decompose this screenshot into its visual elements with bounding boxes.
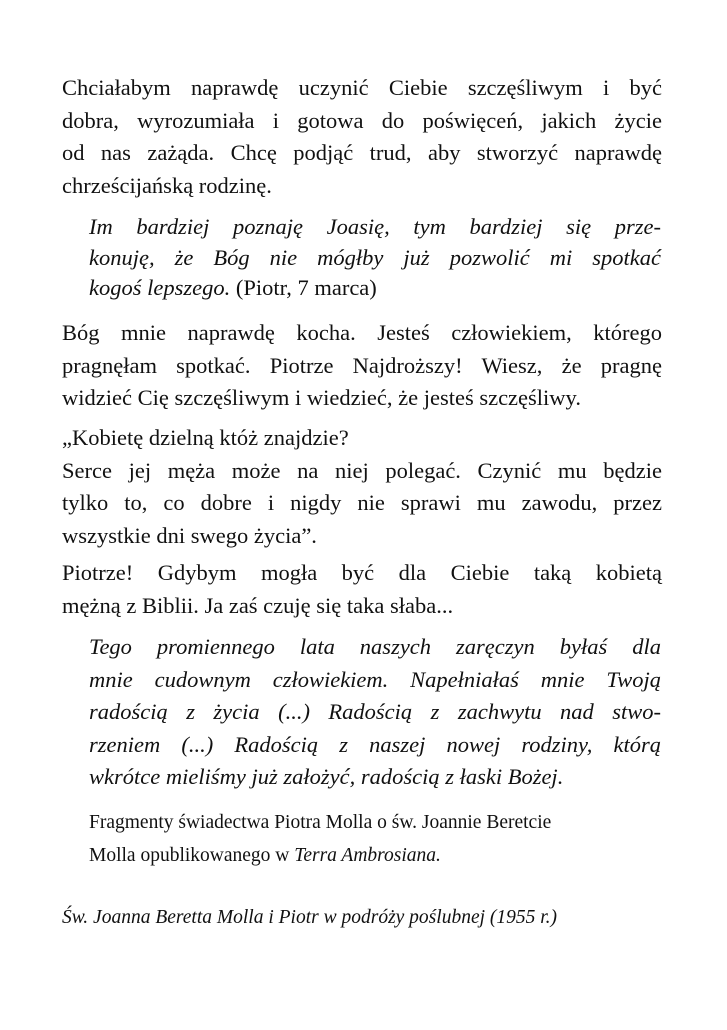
quote-attribution: (Piotr, 7 marca) bbox=[230, 275, 377, 300]
text-line: widzieć Cię szczęśliwym i wiedzieć, że jesteś szczęśliwy. bbox=[62, 385, 581, 410]
text-line: Tego promiennego lata naszych zaręczyn byłaś dla bbox=[89, 634, 661, 659]
text-line: rzeniem (...) Radością z naszej nowej rodziny, którą bbox=[89, 731, 661, 757]
paragraph-2 bbox=[62, 317, 662, 415]
text-line: Im bardziej poznaję Joasię, tym bardziej się prze- bbox=[89, 214, 661, 239]
text-line: dobra, wyrozumiała i gotowa do poświęceń, jakich życie bbox=[62, 107, 662, 133]
source-line bbox=[89, 839, 669, 872]
text-line: chrześcijańską rodzinę. bbox=[62, 172, 272, 198]
text-line: pragnęłam spotkać. Piotrze Najdroższy! Wiesz, że pragnę bbox=[62, 352, 662, 378]
text-line: konuję, że Bóg nie mógłby już pozwolić mi spotkać bbox=[89, 244, 661, 270]
text-line: wkrótce mieliśmy już założyć, radością z łaski Bożej. bbox=[89, 764, 564, 789]
source-line: Fragmenty świadectwa Piotra Molla o św. Joannie Beretcie bbox=[89, 812, 552, 833]
quote-piotr-1 bbox=[89, 212, 661, 304]
photo-caption: Św. Joanna Beretta Molla i Piotr w podróży poślubnej (1955 r.) bbox=[62, 907, 558, 928]
quote-end: kogoś lepszego. bbox=[89, 275, 231, 300]
paragraph-1 bbox=[62, 72, 662, 202]
text-line: od nas zażąda. Chcę podjąć trud, aby stworzyć naprawdę bbox=[62, 140, 662, 165]
text-line: tylko to, co dobre i nigdy nie sprawi mu zawodu, przez bbox=[62, 490, 662, 515]
source-prefix: Molla opublikowanego w bbox=[89, 845, 295, 866]
text-line: mnie cudownym człowiekiem. Napełniałaś mnie Twoją bbox=[89, 666, 661, 692]
quote-piotr-2 bbox=[89, 631, 661, 794]
text-line: wszystkie dni swego życia”. bbox=[62, 522, 317, 548]
text-line: Piotrze! Gdybym mogła być dla Ciebie taką kobietą bbox=[62, 560, 662, 585]
text-line: „Kobietę dzielną któż znajdzie? bbox=[62, 425, 349, 450]
bible-quote bbox=[62, 422, 662, 552]
text-line: Chciałabym naprawdę uczynić Ciebie szczęśliwym i być bbox=[62, 75, 662, 100]
text-line bbox=[89, 273, 661, 304]
text-line: Bóg mnie naprawdę kocha. Jesteś człowiekiem, którego bbox=[62, 320, 662, 345]
text-line: radością z życia (...) Radością z zachwytu nad stwo- bbox=[89, 699, 661, 724]
source-note bbox=[89, 806, 669, 872]
paragraph-3 bbox=[62, 557, 662, 622]
text-line: Serce jej męża może na niej polegać. Czynić mu będzie bbox=[62, 457, 662, 483]
text-line: mężną z Biblii. Ja zaś czuję się taka słaba... bbox=[62, 592, 454, 618]
source-title: Terra Ambrosiana. bbox=[294, 845, 441, 866]
